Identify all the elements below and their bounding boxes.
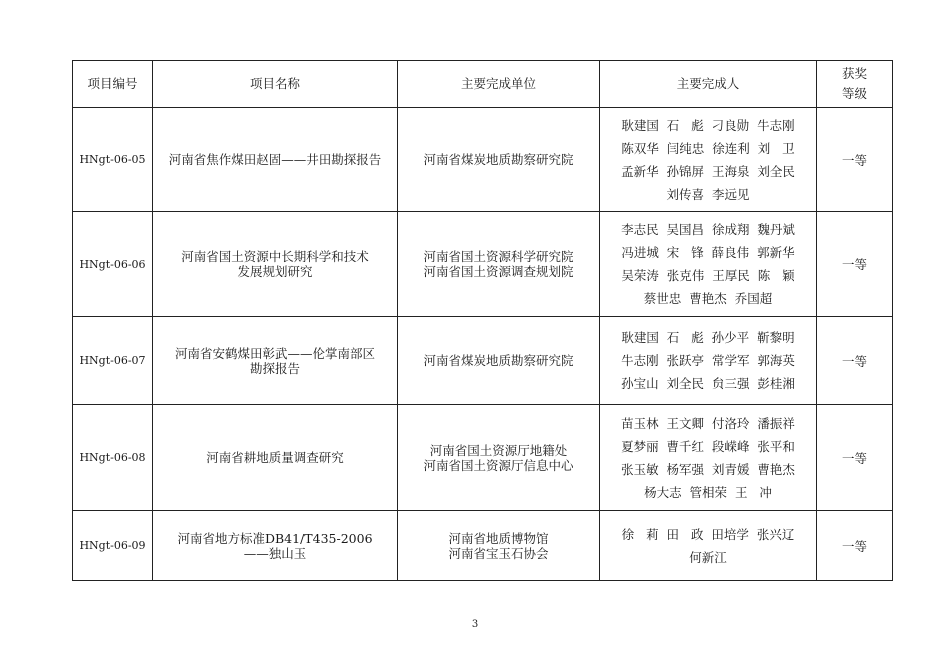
project-code-cell: HNgt-06-09 <box>73 511 153 581</box>
project-code-cell: HNgt-06-07 <box>73 317 153 405</box>
main-people-cell <box>600 317 817 405</box>
unit-line: 河南省宝玉石协会 <box>448 545 549 561</box>
people-line: 李志民 吴国昌 徐成翔 魏丹斌 <box>621 222 795 237</box>
unit-line: 河南省国土资源厅信息中心 <box>423 457 574 473</box>
award-grade-cell: 一等 <box>817 108 893 212</box>
award-grade-cell: 一等 <box>817 317 893 405</box>
project-code-cell: HNgt-06-06 <box>73 212 153 317</box>
project-name-line: 勘探报告 <box>249 360 300 376</box>
header-project-name: 项目名称 <box>153 61 398 108</box>
main-unit-cell <box>398 212 600 317</box>
main-people-cell <box>600 511 817 581</box>
header-main-unit: 主要完成单位 <box>398 61 600 108</box>
main-unit-cell <box>398 108 600 212</box>
project-name-cell <box>153 317 398 405</box>
project-name-line: 河南省国土资源中长期科学和技术 <box>181 249 369 264</box>
main-people-cell <box>600 212 817 317</box>
project-name-cell <box>153 212 398 317</box>
project-name-line: ——独山玉 <box>243 545 307 561</box>
page-number: 3 <box>471 619 479 630</box>
header-row <box>73 61 893 108</box>
project-name-cell <box>153 405 398 511</box>
main-unit-cell <box>398 511 600 581</box>
people-line: 孟新华 孙锦屏 王海泉 刘全民 <box>621 163 795 179</box>
project-code-cell: HNgt-06-08 <box>73 405 153 511</box>
award-grade-cell: 一等 <box>817 511 893 581</box>
table-row <box>73 212 893 317</box>
unit-line: 河南省国土资源科学研究院 <box>423 249 574 264</box>
unit-line: 河南省国土资源厅地籍处 <box>429 442 568 458</box>
project-code-cell: HNgt-06-05 <box>73 108 153 212</box>
people-line: 杨大志 管相荣 王 冲 <box>644 484 772 500</box>
people-line: 苗玉林 王文卿 付洛玲 潘振祥 <box>621 415 795 431</box>
people-line: 夏梦丽 曹千红 段嵘峰 张平和 <box>621 438 795 454</box>
main-unit-cell <box>398 405 600 511</box>
award-grade-cell: 一等 <box>817 405 893 511</box>
header-main-people: 主要完成人 <box>600 61 817 108</box>
header-project-code: 项目编号 <box>73 61 153 108</box>
project-name-line: 河南省地方标准DB41/T435-2006 <box>177 530 373 546</box>
table-row <box>73 317 893 405</box>
project-name-line: 发展规划研究 <box>237 264 313 279</box>
unit-line: 河南省地质博物馆 <box>448 530 549 546</box>
unit-line: 河南省国土资源调查规划院 <box>423 264 574 279</box>
people-line: 耿建国 石 彪 刁良勋 牛志刚 <box>621 117 795 133</box>
project-name-line: 河南省焦作煤田赵固——井田勘探报告 <box>168 152 382 167</box>
people-line: 吴荣涛 张克伟 王厚民 陈 颖 <box>621 268 795 283</box>
people-line: 张玉敏 杨军强 刘青媛 曹艳杰 <box>621 461 795 477</box>
people-line: 孙宝山 刘全民 贠三强 彭桂湘 <box>621 376 795 391</box>
people-line: 牛志刚 张跃亭 常学军 郭海英 <box>621 353 795 368</box>
table-row <box>73 108 893 212</box>
unit-line: 河南省煤炭地质勘察研究院 <box>423 152 574 167</box>
project-name-cell <box>153 511 398 581</box>
award-grade-cell: 一等 <box>817 212 893 317</box>
table-row <box>73 405 893 511</box>
project-name-line: 河南省耕地质量调查研究 <box>206 450 344 465</box>
people-line: 陈双华 闫纯忠 徐连利 刘 卫 <box>621 140 795 156</box>
main-people-cell <box>600 405 817 511</box>
people-line: 徐 莉 田 政 田培学 张兴辽 <box>621 526 795 542</box>
awards-table <box>72 60 893 581</box>
people-line: 蔡世忠 曹艳杰 乔国超 <box>643 291 773 306</box>
header-award-grade: 获奖 等级 <box>817 61 893 108</box>
people-line: 冯进城 宋 锋 薛良伟 郭新华 <box>621 245 795 260</box>
project-name-cell <box>153 108 398 212</box>
main-people-cell <box>600 108 817 212</box>
main-unit-cell <box>398 317 600 405</box>
people-line: 何新江 <box>689 549 727 565</box>
table-row <box>73 511 893 581</box>
unit-line: 河南省煤炭地质勘察研究院 <box>423 353 574 368</box>
project-name-line: 河南省安鹤煤田彰武——伦掌南部区 <box>174 345 375 361</box>
people-line: 刘传喜 李远见 <box>666 186 750 202</box>
people-line: 耿建国 石 彪 孙少平 靳黎明 <box>621 330 795 345</box>
